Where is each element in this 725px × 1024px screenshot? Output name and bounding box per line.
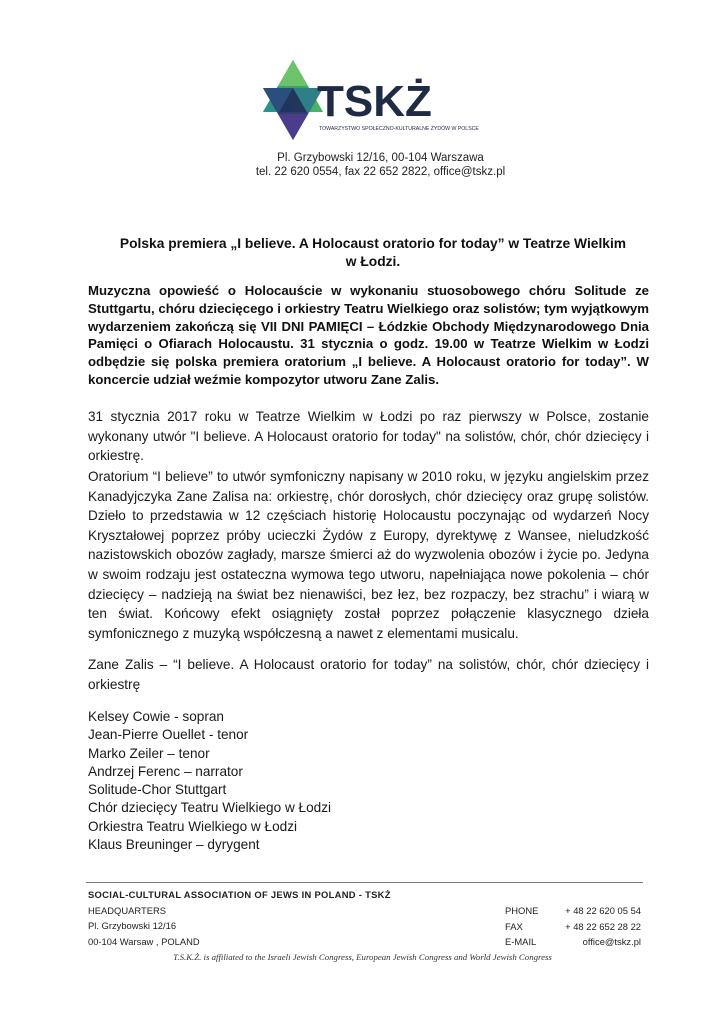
- footer-headquarters: HEADQUARTERS: [88, 904, 166, 916]
- svg-text:TSKŻ: TSKŻ: [317, 77, 432, 126]
- list-item: Kelsey Cowie - sopran: [88, 709, 224, 724]
- fax-value: + 48 22 652 28 22: [565, 920, 641, 932]
- email-label: E-MAIL: [505, 936, 537, 947]
- list-item: Klaus Breuninger – dyrygent: [88, 837, 260, 853]
- paragraph-3: Zane Zalis – “I believe. A Holocaust oratorio for today” na solistów, chór, chór dziecięcy i orkiestrę: [88, 657, 649, 692]
- header-contact: tel. 22 620 0554, fax 22 652 2822, office@tskz.pl: [255, 166, 506, 178]
- tskz-logo: [255, 58, 485, 150]
- footer-address: [88, 887, 391, 949]
- footer-org-name: SOCIAL-CULTURAL ASSOCIATION OF JEWS IN POLAND - TSKŻ: [88, 889, 391, 900]
- list-item: Solitude-Chor Stuttgart: [88, 782, 227, 798]
- phone-value: + 48 22 620 05 54: [565, 905, 641, 916]
- list-item: Chór dziecięcy Teatru Wielkiego w Łodzi: [88, 800, 332, 816]
- footer-contact-labels: [505, 903, 538, 950]
- paragraph-1: 31 stycznia 2017 roku w Teatrze Wielkim w Łodzi po raz pierwszy w Polsce, zostanie wykonany utwór "I believe. A Holocaust oratorio for today" na solistów, chór, chór dziecięcy i orkiestrę.: [88, 409, 649, 464]
- title-line-1: Polska premiera „I believe. A Holocaust oratorio for today” w Teatrze Wielkim: [119, 236, 627, 251]
- footer-contact-values: [560, 903, 641, 950]
- footer-city: 00-104 Warsaw , POLAND: [88, 935, 200, 947]
- footer-street: Pl. Grzybowski 12/16: [88, 920, 177, 931]
- footer-divider: [86, 882, 643, 883]
- list-item: Orkiestra Teatru Wielkiego w Łodzi: [88, 818, 298, 834]
- paragraph-2: Oratorium “I believe” to utwór symfoniczny napisany w 2010 roku, w języku angielskim przez Kanadyjczyka Zane Zalisa na: orkiestrę, chór dorosłych, chór dziecięcy oraz grupę solistów. Dzieło to przedstawia w 12 częściach historię Holocaustu poczynając od wydarzeń Nocy Kryształowej poprzez próby ucieczki Żydów z Europy, dyrektywę z Wansee, nieludzkość nazistowskich obozów zagłady, marsze śmierci aż do wyzwolenia obozów i życie po. Jedyna w swoim rodzaju jest ostateczna wymowa tego utworu, napełniająca nowe pokolenia – chór dziecięcy – nadzieją na świat bez nienawiści, bez łez, bez rozpaczy, bez strachu” i wiarą w ten świat. Końcowy efekt osiągnięty został poprzez połączenie klasycznego dzieła symfonicznego z muzyką współczesną a nawet z elementami musicalu.: [88, 469, 649, 641]
- list-item: Jean-Pierre Ouellet - tenor: [88, 727, 249, 743]
- header-address: Pl. Grzybowski 12/16, 00-104 Warszawa: [277, 152, 484, 164]
- phone-label: PHONE: [505, 905, 539, 916]
- title-line-2: w Łodzi.: [345, 254, 401, 269]
- list-item: Andrzej Ferenc – narrator: [88, 763, 243, 779]
- star-of-david-icon: [263, 60, 323, 140]
- performers-list: [88, 708, 331, 854]
- lead-paragraph: Muzyczna opowieść o Holocauście w wykonaniu stuosobowego chóru Solitude ze Stuttgartu, chóru dziecięcego i orkiestry Teatru Wielkiego oraz solistów; tym wyjątkowym wydarzeniem zakończą się VII DNI PAMIĘCI – Łódzkie Obchody Międzynarodowego Dnia Pamięci o Ofiarach Holocaustu. 31 stycznia o godz. 19.00 w Teatrze Wielkim w Łodzi odbędzie się polska premiera oratorium „I believe. A Holocaust oratorio for today”. W koncercie udział weźmie kompozytor utworu Zane Zalis.: [88, 283, 649, 387]
- email-value: office@tskz.pl: [582, 936, 641, 947]
- svg-text:TOWARZYSTWO SPOŁECZNO-KULTURAL: TOWARZYSTWO SPOŁECZNO-KULTURALNE ŻYDÓW W POLSCE: [319, 126, 479, 132]
- fax-label: FAX: [505, 920, 523, 932]
- document-title: [88, 235, 658, 271]
- list-item: Marko Zeiler – tenor: [88, 745, 210, 761]
- affiliation-note: T.S.K.Ż. is affiliated to the Israeli Jewish Congress, European Jewish Congress and World Jewish Congress: [173, 952, 552, 962]
